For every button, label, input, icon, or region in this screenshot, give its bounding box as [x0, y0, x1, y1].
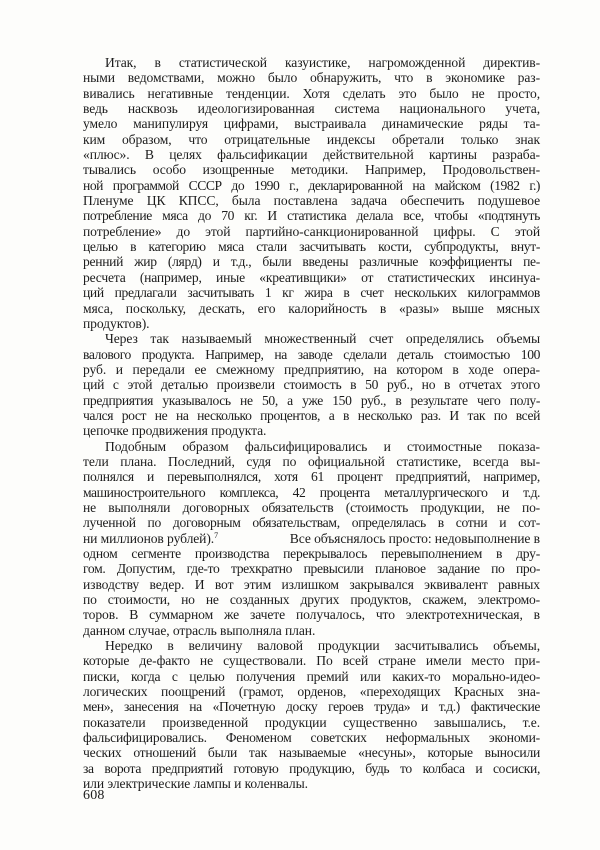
text-line: умело манипулируя цифрами, выстраивала динамические ряды та- [83, 116, 540, 132]
text-line: чался рост не на несколько процентов, а в несколько раз. И так по всей [83, 407, 540, 423]
text-line: машиностроительного комплекса, 42 процента металлургического и т.д. [83, 484, 540, 500]
paragraph-2 [83, 331, 540, 438]
text-line: одном сегменте производства перекрывалось перевыполнением в дру- [83, 546, 540, 561]
text-line: показатели произведенной продукции существенно завышались, т.е. [83, 714, 540, 730]
text-line: ким образом, что отрицательные индексы обретали только знак [83, 131, 540, 147]
text-line: изводству ведер. И вот этим излишком закрывался эквивалент равных [83, 576, 540, 592]
text-line: лученной по договорным обязательствам, определялась в сотни и сот- [83, 515, 540, 531]
footnote-marker[interactable]: 7 [214, 530, 218, 540]
text-line: потребление мяса до 70 кг. И статистика делала все, чтобы «подтянуть [83, 208, 540, 224]
text-line: валового продукта. Например, на заводе сделали деталь стоимостью 100 [83, 346, 540, 362]
paragraph-3 [83, 439, 540, 638]
text-line: фальсифицировались. Феноменом советских неформальных экономи- [83, 730, 540, 746]
text-line: гом. Допустим, где-то трехкратно превысили плановое задание по про- [83, 561, 540, 577]
text-line: тывались особо изощренные методики. Например, Продовольствен- [83, 162, 540, 178]
text-line: ной программой СССР до 1990 г., декларированной на майском (1982 г.) [83, 177, 540, 193]
text-line: ренний жир (лярд) и т.д., были введены различные коэффициенты пе- [83, 254, 540, 270]
text-line: вивались негативные тенденции. Хотя сделать это было не просто, [83, 85, 540, 101]
page-body [83, 55, 540, 792]
text-line: предприятия указывалось не 50, а уже 150 руб., в результате чего полу- [83, 392, 540, 408]
text-line: Пленуме ЦК КПСС, была поставлена задача обеспечить подушевое [83, 193, 540, 209]
text-line: мен», занесения на «Почетную доску героев труда» и т.д.) фактические [83, 699, 540, 715]
text-line: по стоимости, но не созданных других продуктов, скажем, электромо- [83, 592, 540, 608]
text-line: ческих отношений были так называемые «несуны», которые выносили [83, 745, 540, 761]
text-line: «плюс». В целях фальсификации действительной картины разраба- [83, 147, 540, 163]
text-line: писки, когда с целью получения премий или каких-то морально-идео- [83, 668, 540, 684]
text-line: полнялся и перевыполнялся, хотя 61 процент предприятий, например, [83, 469, 540, 485]
text-line: ными ведомствами, можно было обнаружить, что в экономике раз- [83, 70, 540, 86]
text-line: не выполняли договорных обязательств (стоимость продукции, не по- [83, 499, 540, 515]
text-line: Подобным образом фальсифицировались и стоимостные показа- [105, 438, 540, 454]
paragraph-1 [83, 55, 540, 331]
text-line: логических поощрений (грамот, орденов, «переходящих Красных зна- [83, 684, 540, 700]
paragraph-4 [83, 638, 540, 791]
text-line: или электрические лампы и коленвалы. [83, 776, 308, 792]
text-segment [83, 531, 218, 546]
text-line: Нередко в величину валовой продукции засчитывались объемы, [105, 638, 540, 654]
text-line: мяса, поскольку, дескать, его калорийность в «разы» выше мясных [83, 300, 540, 316]
text-segment-after-footnote: Все объяснялось просто: недовыполнение в [289, 530, 540, 546]
text-line: продуктов). [83, 315, 150, 331]
text-line: данном случае, отрасль выполняла план. [83, 622, 316, 638]
text-segment-before-footnote: ни миллионов рублей). [83, 530, 215, 546]
page-number: 608 [83, 788, 105, 803]
text-line: цепочке продвижения продукта. [83, 423, 267, 439]
text-line: ресчета (например, иные «креативщики» от статистических инсинуа- [83, 269, 540, 285]
text-line-with-footnote [83, 531, 540, 546]
text-line: ций с этой деталью произвели стоимость в 50 руб., но в отчетах этого [83, 377, 540, 393]
text-line: которые де-факто не существовали. По всей стране имели место при- [83, 653, 540, 669]
text-line: целью в категорию мяса стали засчитывать кости, субпродукты, внут- [83, 239, 540, 255]
text-line: за ворота предприятий готовую продукцию, будь то колбаса и сосиски, [83, 760, 540, 776]
text-line: ведь насквозь идеологизированная система национального учета, [83, 101, 540, 117]
text-line: торов. В суммарном же зачете получалось, что электротехническая, в [83, 607, 540, 623]
text-line: тели плана. Последний, судя по официальной статистике, всегда вы- [83, 453, 540, 469]
text-line: Через так называемый множественный счет определялись объемы [105, 331, 540, 347]
text-line: ций предлагали засчитывать 1 кг жира в счет нескольких килограммов [83, 285, 540, 301]
text-line: Итак, в статистической казуистике, нагроможденной директив- [105, 55, 540, 70]
text-line: руб. и передали ее смежному предприятию, на котором в ходе опера- [83, 361, 540, 377]
text-line: потребление» до этой партийно-санкционированной цифры. С этой [83, 223, 540, 239]
